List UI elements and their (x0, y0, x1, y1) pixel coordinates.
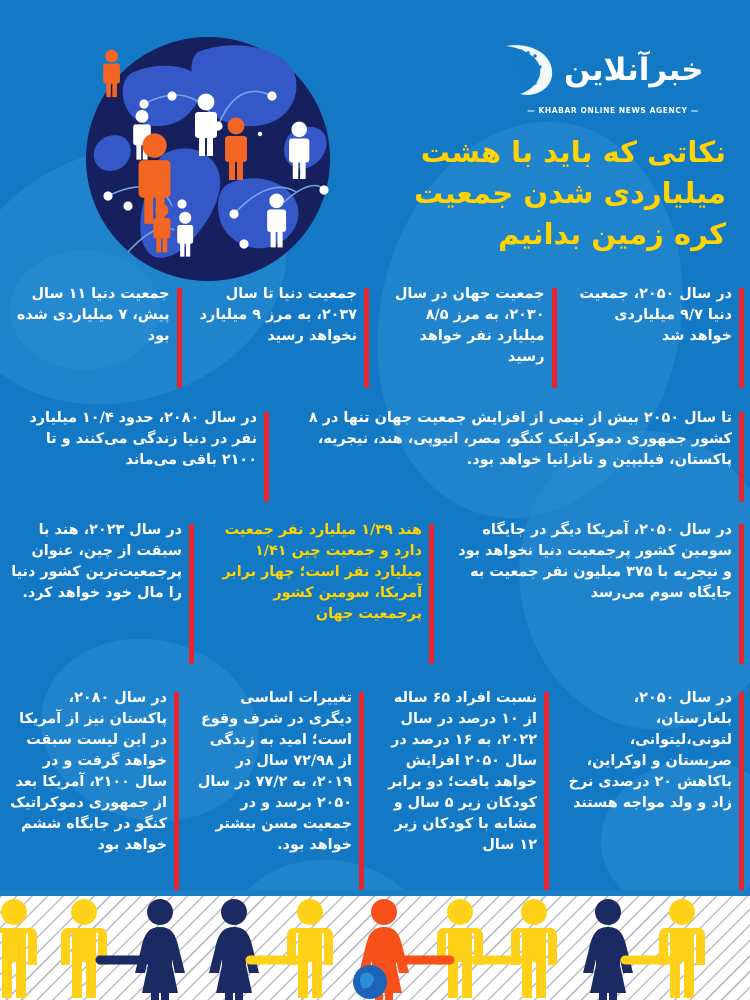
page-title: نکاتی که باید با هشت میلیاردی شدن جمعیت کره زمین بدانیم (414, 135, 726, 252)
fact-card: در سال ۲۰۸۰، پاکستان نیز از آمریکا در این لیست سبقت خواهد گرفت و در سال ۲۱۰۰، آمریکا بعد از جمهوری دموکراتیک کنگو در جایگاه ششم خواهد بود (0, 682, 185, 900)
fact-card: در سال ۲۰۲۳، هند با سبقت از چین، عنوان پرجمعیت‌ترین کشور دنیا را مال خود خواهد کرد. (0, 514, 200, 672)
facts-row-2 (0, 402, 750, 510)
fact-card: جمعیت دنیا تا سال ۲۰۳۷، به مرز ۹ میلیارد نخواهد رسید (188, 278, 376, 396)
fact-card-highlighted: هند ۱/۳۹ میلیارد نفر جمعیت دارد و جمعیت چین ۱/۴۱ میلیارد نفر است؛ چهار برابر آمریکا، سومین کشور پرجمعیت جهان (200, 514, 440, 672)
globe-dots-icon (498, 40, 558, 100)
world-globe-illustration (68, 34, 358, 284)
facts-row-3 (0, 514, 750, 672)
logo-wordmark: خبرآنلاین (564, 51, 704, 88)
fact-card: نسبت افراد ۶۵ ساله از ۱۰ درصد در سال ۲۰۲۲، به ۱۶ درصد در سال ۲۰۵۰ افزایش خواهد یافت؛ دو برابر کودکان زیر ۵ سال و مشابه با کودکان زیر ۱۲ سال (370, 682, 555, 900)
fact-card: در سال ۲۰۵۰، بلغارستان، لتونی،لیتوانی، صربستان و اوکراین، باکاهش ۲۰ درصدی نرخ زاد و ولد مواجه هستند (555, 682, 750, 900)
facts-row-4 (0, 682, 750, 900)
world-globe-icon (68, 34, 358, 289)
footer-band (0, 890, 750, 1000)
facts-row-1 (0, 278, 750, 396)
fact-card: در سال ۲۰۵۰، آمریکا دیگر در جایگاه سومین کشور پرجمعیت دنیا نخواهد بود و نیجریه با ۳۷۵ میلیون نفر جمعیت به جایگاه سوم می‌رسد (440, 514, 750, 672)
fact-card: در سال ۲۰۵۰، جمعیت دنیا ۹/۷ میلیاردی خواهد شد (563, 278, 750, 396)
people-holding-hands-icon (0, 890, 750, 1000)
logo-subtitle: — KHABAR ONLINE NEWS AGENCY — (527, 106, 699, 115)
fact-card: در سال ۲۰۸۰، حدود ۱۰/۴ میلیارد نفر در دنیا زندگی می‌کنند و تا ۲۱۰۰ باقی می‌ماند (0, 402, 275, 510)
facts-grid (0, 278, 750, 900)
fact-card: تا سال ۲۰۵۰ بیش از نیمی از افزایش جمعیت جهان تنها در ۸ کشور جمهوری دموکراتیک کنگو، مصر، اتیوپی، هند، نیجریه، پاکستان، فیلیپین و تانزانیا خواهد بود. (275, 402, 750, 510)
fact-card: جمعیت دنیا ۱۱ سال پیش، ۷ میلیاردی شده بود (0, 278, 188, 396)
site-logo[interactable] (498, 40, 728, 120)
fact-card: تغییرات اساسی دیگری در شرف وقوع است؛ امید به زندگی از ۷۲/۹۸ سال در ۲۰۱۹، به ۷۷/۲ در سال ۲۰۵۰ برسد و در جمعیت مسن بیشتر خواهد بود. (185, 682, 370, 900)
fact-card: جمعیت جهان در سال ۲۰۳۰، به مرز ۸/۵ میلیارد نفر خواهد رسید (375, 278, 563, 396)
